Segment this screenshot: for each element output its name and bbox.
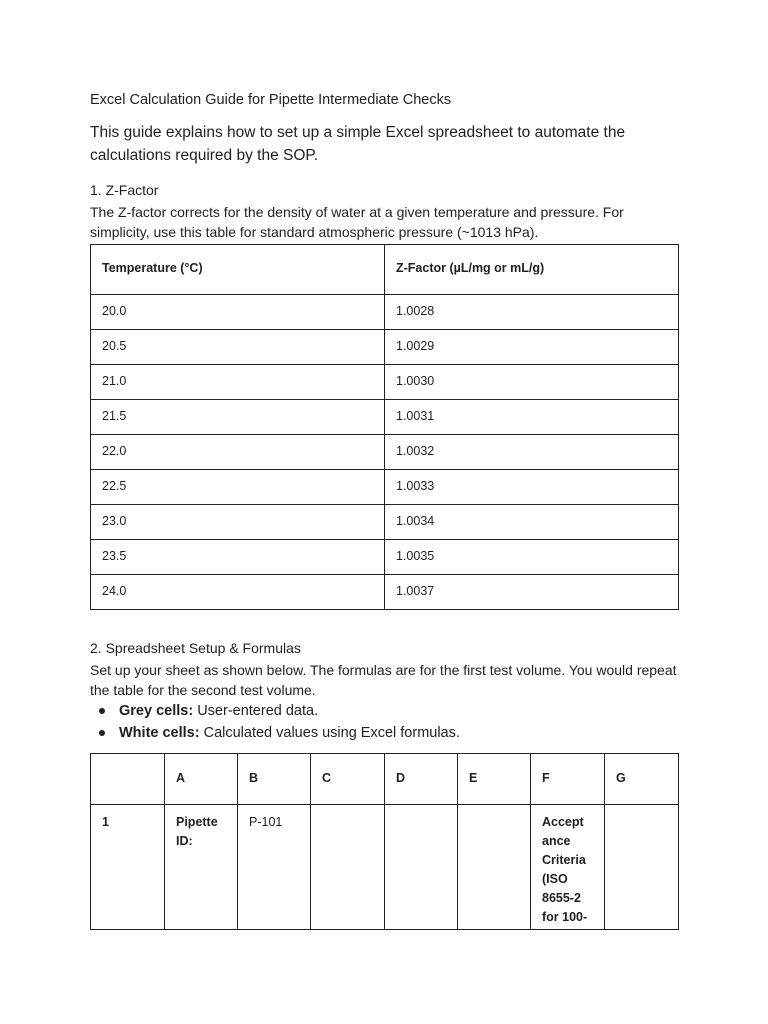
temperature-cell: 21.0	[91, 365, 385, 400]
cell-c1	[311, 805, 385, 930]
document-title: Excel Calculation Guide for Pipette Intermediate Checks	[90, 92, 452, 108]
grey-cells-label: Grey cells:	[119, 703, 194, 719]
temperature-cell: 22.0	[91, 435, 385, 470]
bullet-icon	[99, 730, 105, 736]
acceptance-criteria-cell: Accept ance Criteria (ISO 8655-2 for 100-	[531, 805, 605, 930]
cell-e1	[458, 805, 531, 930]
z-factor-table	[90, 244, 679, 610]
white-cells-label: White cells:	[119, 725, 200, 741]
z-factor-cell: 1.0033	[385, 470, 679, 505]
column-header-b: B	[238, 754, 311, 805]
column-header-a: A	[165, 754, 238, 805]
temperature-cell: 22.5	[91, 470, 385, 505]
column-header-row	[91, 754, 679, 805]
row-number-cell: 1	[91, 805, 165, 930]
pipette-id-value-cell: P-101	[238, 805, 311, 930]
column-header-f: F	[531, 754, 605, 805]
z-factor-header: Z-Factor (µL/mg or mL/g)	[385, 245, 679, 295]
table-row	[91, 575, 679, 610]
z-factor-cell: 1.0031	[385, 400, 679, 435]
temperature-cell: 21.5	[91, 400, 385, 435]
z-factor-cell: 1.0035	[385, 540, 679, 575]
temperature-cell: 23.5	[91, 540, 385, 575]
temperature-cell: 23.0	[91, 505, 385, 540]
column-header-g: G	[605, 754, 679, 805]
z-factor-cell: 1.0030	[385, 365, 679, 400]
section-2-body: Set up your sheet as shown below. The formulas are for the first test volume. You would repeat the table for the second test volume.	[90, 662, 677, 698]
grey-cells-text: User-entered data.	[193, 703, 319, 719]
corner-header	[91, 754, 165, 805]
list-item	[90, 700, 460, 722]
bullet-icon	[99, 708, 105, 714]
section-2-heading: 2. Spreadsheet Setup & Formulas	[90, 640, 301, 656]
temperature-cell: 24.0	[91, 575, 385, 610]
white-cells-text: Calculated values using Excel formulas.	[199, 725, 460, 741]
table-row	[91, 400, 679, 435]
pipette-id-label-cell: Pipette ID:	[165, 805, 238, 930]
table-row	[91, 330, 679, 365]
z-factor-header-row	[91, 245, 679, 295]
column-header-d: D	[385, 754, 458, 805]
z-factor-cell: 1.0034	[385, 505, 679, 540]
temperature-cell: 20.0	[91, 295, 385, 330]
column-header-c: C	[311, 754, 385, 805]
table-row	[91, 435, 679, 470]
z-factor-cell: 1.0032	[385, 435, 679, 470]
list-item	[90, 722, 460, 744]
temperature-cell: 20.5	[91, 330, 385, 365]
section-1-body: The Z-factor corrects for the density of water at a given temperature and pressure. For simplicity, use this table for standard atmospheric pressure (~1013 hPa).	[90, 204, 624, 240]
table-row	[91, 505, 679, 540]
z-factor-cell: 1.0028	[385, 295, 679, 330]
table-row	[91, 365, 679, 400]
intro-paragraph: This guide explains how to set up a simple Excel spreadsheet to automate the calculations required by the SOP.	[90, 124, 626, 164]
cell-legend-list	[90, 700, 460, 744]
column-header-e: E	[458, 754, 531, 805]
z-factor-cell: 1.0029	[385, 330, 679, 365]
table-row	[91, 540, 679, 575]
table-row	[91, 470, 679, 505]
table-row	[91, 805, 679, 930]
spreadsheet-layout-table	[90, 753, 679, 930]
cell-g1	[605, 805, 679, 930]
cell-d1	[385, 805, 458, 930]
temperature-header: Temperature (°C)	[91, 245, 385, 295]
z-factor-cell: 1.0037	[385, 575, 679, 610]
section-1-heading: 1. Z-Factor	[90, 182, 159, 198]
table-row	[91, 295, 679, 330]
